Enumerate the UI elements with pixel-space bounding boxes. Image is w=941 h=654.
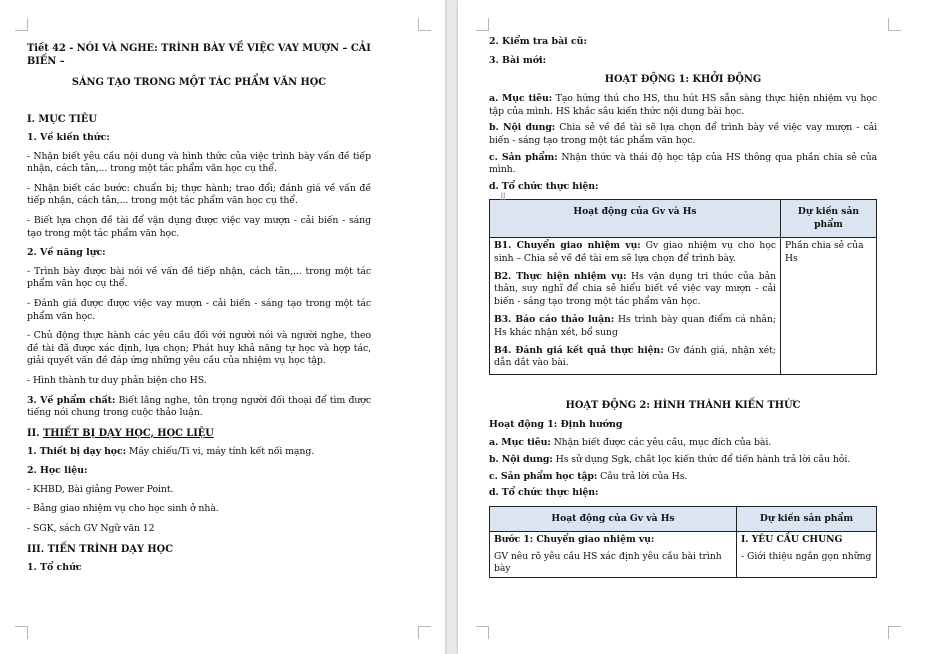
- activity2-product-text: Câu trả lời của Hs.: [597, 470, 688, 482]
- lesson-title-line1: Tiết 42 - NÓI VÀ NGHE: TRÌNH BÀY VỀ VIỆC VAY MƯỢN – CẢI BIẾN –: [27, 43, 371, 67]
- table1-step-2-label: B2. Thực hiện nhiệm vụ:: [494, 270, 627, 282]
- qualities-text: Biết lắng nghe, tôn trọng người đối thoại để tìm được tiếng nói chung trong cuộc thảo luận.: [27, 394, 371, 419]
- table1-step-4-text: Gv đánh giá, nhận xét; dẫn dắt vào bài.: [494, 345, 776, 369]
- activity-2-heading: HOẠT ĐỘNG 2: HÌNH THÀNH KIẾN THỨC: [565, 399, 801, 411]
- table1-steps-cell: [490, 238, 781, 375]
- activity1-content-text: Chia sẻ về đề tài sẽ lựa chọn để trình bày về việc vay mượn - cải biến - sáng tạo trong một tác phẩm văn học.: [489, 122, 877, 146]
- materials-item-2: - Bảng giao nhiệm vụ cho học sinh ở nhà.: [27, 503, 219, 515]
- equipment-heading: THIẾT BỊ DẠY HỌC, HỌC LIỆU: [43, 427, 214, 439]
- table1-step-2: [494, 271, 776, 308]
- page-corner-mark: [418, 18, 431, 31]
- organization-label: 1. Tổ chức: [27, 561, 82, 573]
- competence-item-3: - Chủ động thực hành các yêu cầu đối với người nói và người nghe, theo đề tài đã được xác định, lựa chọn; Phát huy khả năng tự học và hợp tác, giải quyết vấn đề đáp ứng những yêu cầu của nhiệm vụ học tập.: [27, 330, 371, 367]
- document-page-right: [458, 0, 941, 654]
- left-page-content: [27, 30, 371, 580]
- equipment-prefix: II.: [27, 427, 43, 439]
- right-page-content: [489, 36, 877, 582]
- table1-step-1-text: Gv giao nhiệm vụ cho học sinh – Chia sẻ về đề tài em sẽ lựa chọn để trình bày.: [494, 240, 776, 264]
- equipment-teaching-text: Máy chiếu/Ti vi, máy tính kết nối mạng.: [125, 445, 315, 457]
- subsection-qualities: [27, 395, 371, 420]
- table2-header-activity: Hoạt động của Gv và Hs: [490, 506, 737, 531]
- activity2-product-label: c. Sản phẩm học tập:: [489, 470, 598, 482]
- materials-item-3: - SGK, sách GV Ngữ văn 12: [27, 523, 155, 535]
- document-page-left: [0, 0, 445, 654]
- section-objectives: I. MỤC TIÊU: [27, 114, 97, 125]
- table2-step-1: Bước 1: Chuyển giao nhiệm vụ:: [490, 532, 737, 549]
- table1-header-product: Dự kiến sản phẩm: [781, 200, 877, 238]
- activity1-product: [489, 152, 877, 177]
- activity1-organization-label: d. Tổ chức thực hiện:: [489, 180, 599, 192]
- table1-product-cell: Phần chia sẻ của Hs: [781, 238, 877, 375]
- table2-step-1-text: GV nêu rõ yêu cầu HS xác định yêu cầu bài trình bày: [490, 549, 737, 578]
- page-corner-mark: [15, 626, 28, 639]
- activity-1-heading: HOẠT ĐỘNG 1: KHỞI ĐỘNG: [604, 74, 762, 86]
- activity1-goal-text: Tạo hứng thú cho HS, thu hút HS sẵn sàng thực hiện nhiệm vụ học tập của mình. HS khắc sâu kiến thức nội dung bài học.: [489, 93, 877, 117]
- table2-header-product: Dự kiến sản phẩm: [737, 506, 877, 531]
- activity2-product: [489, 471, 877, 484]
- activity2-content: [489, 454, 877, 467]
- competence-item-2: - Đánh giá được được việc vay mượn - cải biến - sáng tạo trong một tác phẩm văn học.: [27, 297, 371, 322]
- activity1-product-text: Nhận thức và thái độ học tập của HS thông qua phần chia sẻ của mình.: [489, 151, 878, 176]
- activity2-organization-label: d. Tổ chức thực hiện:: [489, 487, 599, 499]
- activity1-goal: [489, 93, 877, 118]
- qualities-label: 3. Về phẩm chất:: [27, 394, 116, 406]
- knowledge-item-2: - Nhận biết các bước: chuẩn bị; thực hành; trao đổi; đánh giá về vấn đề tiếp nhận, cách tân,... trong một tác phẩm văn học cụ thể.: [27, 182, 371, 207]
- activity1-organization: [489, 181, 877, 194]
- knowledge-item-3: - Biết lựa chọn đề tài để vận dụng được việc vay mượn - cải biến - sáng tạo trong một tác phẩm văn học.: [27, 214, 371, 239]
- subsection-knowledge: 1. Về kiến thức:: [27, 132, 110, 143]
- table1-step-4-label: B4. Đánh giá kết quả thực hiện:: [494, 345, 664, 356]
- activity1-content-label: b. Nội dung:: [489, 122, 556, 134]
- activity2-sub1-heading: Hoạt động 1: Định hướng: [489, 418, 623, 430]
- equipment-teaching-label: 1. Thiết bị dạy học:: [27, 445, 126, 457]
- activity1-content: [489, 122, 877, 147]
- table1-header-activity: [490, 200, 781, 238]
- activity1-goal-label: a. Mục tiêu:: [489, 93, 553, 105]
- competence-item-4: - Hình thành tư duy phản biện cho HS.: [27, 374, 207, 386]
- activity2-content-label: b. Nội dung:: [489, 454, 553, 465]
- table1-step-3-text: Hs trình bày quan điểm cá nhân; Hs khác nhận xét, bổ sung: [494, 314, 777, 338]
- activity2-table: [489, 506, 877, 579]
- equipment-teaching: [27, 446, 371, 459]
- knowledge-item-1: - Nhận biết yêu cầu nội dung và hình thức của việc trình bày vấn đề tiếp nhận, cách tân,... trong một tác phẩm văn học cụ thể.: [27, 150, 371, 175]
- page-corner-mark: [418, 626, 431, 639]
- competence-item-1: - Trình bày được bài nói về vấn đề tiếp nhận, cách tân,... trong một tác phẩm văn học cụ thể.: [27, 265, 371, 290]
- materials-item-1: - KHBD, Bài giảng Power Point.: [27, 483, 174, 495]
- activity1-product-label: c. Sản phẩm:: [489, 151, 558, 163]
- activity2-goal-text: Nhận biết được các yêu cầu, mục đích của bài.: [550, 437, 772, 449]
- page-corner-mark: [476, 626, 489, 639]
- activity2-content-text: Hs sử dụng Sgk, chắt lọc kiến thức để tiến hành trả lời câu hỏi.: [552, 454, 851, 465]
- table1-step-2-text: Hs vận dụng tri thức của bản thân, suy nghĩ để chia sẻ hiểu biết về việc vay mượn - cải biến - sáng tạo trong một tác phẩm văn học.: [494, 270, 776, 307]
- table1-header-activity-text: Hoạt động của Gv và Hs: [573, 206, 697, 218]
- subsection-competence: 2. Về năng lực:: [27, 247, 106, 259]
- activity2-organization: [489, 487, 877, 500]
- section-equipment: [27, 427, 371, 440]
- lesson-title-line2: SÁNG TẠO TRONG MỘT TÁC PHẨM VĂN HỌC: [71, 77, 327, 88]
- activity1-table: [489, 199, 877, 374]
- materials-label: 2. Học liệu:: [27, 465, 88, 477]
- activity2-goal: [489, 437, 877, 450]
- table1-step-3-label: B3. Báo cáo thảo luận:: [494, 314, 615, 326]
- page-corner-mark: [888, 626, 901, 639]
- table1-step-4: [494, 345, 776, 370]
- new-lesson: 3. Bài mới:: [489, 54, 547, 66]
- table1-step-1-label: B1. Chuyển giao nhiệm vụ:: [494, 240, 641, 252]
- table2-requirements-item: - Giới thiệu ngắn gọn những: [737, 549, 877, 578]
- activity2-goal-label: a. Mục tiêu:: [489, 437, 551, 449]
- page-corner-mark: [888, 18, 901, 31]
- section-teaching-process: III. TIẾN TRÌNH DẠY HỌC: [27, 543, 174, 555]
- table1-step-1: [494, 240, 776, 265]
- page-corner-mark: [476, 18, 489, 31]
- table-drag-handle-icon[interactable]: ⁞⁞: [500, 190, 505, 203]
- old-lesson-check: 2. Kiểm tra bài cũ:: [489, 36, 587, 47]
- table1-step-3: [494, 314, 776, 339]
- table2-requirements-heading: I. YÊU CẦU CHUNG: [737, 532, 877, 549]
